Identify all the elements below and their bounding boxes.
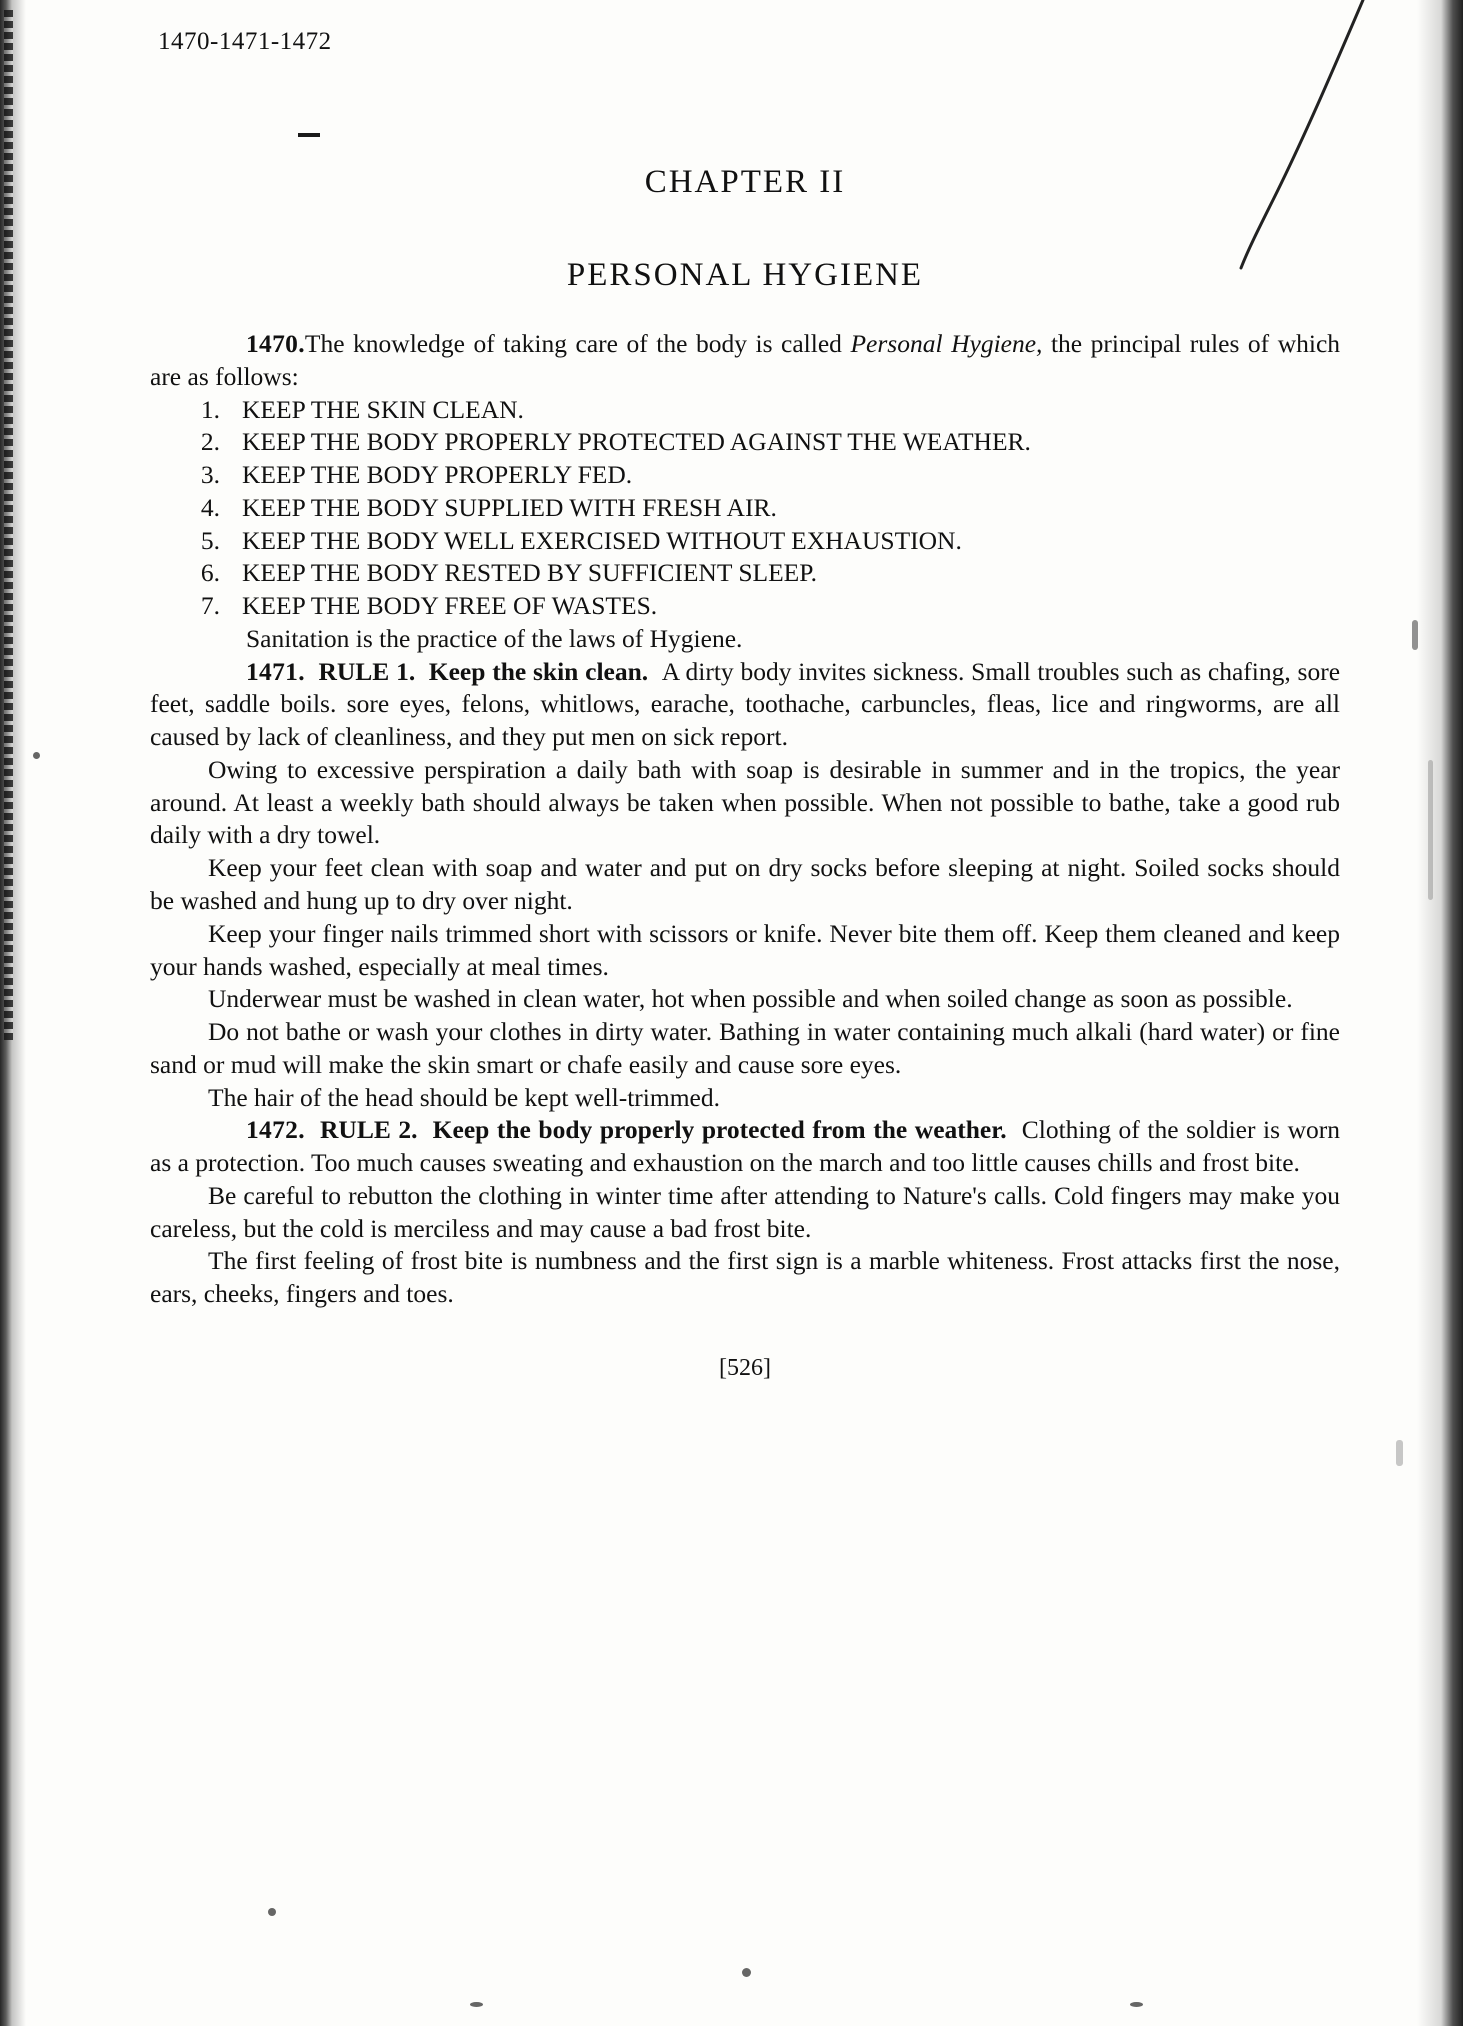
section-number-1472: 1472. — [246, 1115, 305, 1145]
list-item — [150, 557, 1340, 590]
list-item-label: KEEP THE BODY SUPPLIED WITH FRESH AIR. — [242, 492, 777, 522]
paragraph-1471 — [150, 656, 1340, 754]
list-item — [150, 492, 1340, 525]
scan-speck — [268, 1908, 276, 1916]
list-item-label: KEEP THE SKIN CLEAN. — [242, 394, 524, 424]
hygiene-rules-list — [150, 394, 1340, 623]
section-1470-lead: The knowledge of taking care of the body is called — [304, 329, 851, 358]
section-1470-italic: Personal Hygiene, — [850, 329, 1043, 358]
section-number-1471: 1471. — [246, 656, 305, 686]
rule-2-paragraph-1: Clothing of the soldier is worn as a protection. Too much causes sweating and exhaustion on the march and too little causes chills and frost bite. — [150, 1115, 1341, 1178]
scan-streak — [1428, 760, 1433, 900]
chapter-subtitle: PERSONAL HYGIENE — [566, 257, 924, 293]
list-item — [150, 525, 1340, 558]
list-item-number: 6. — [200, 558, 220, 588]
paragraph-1472 — [150, 1114, 1340, 1180]
rule-2-heading: Keep the body properly protected from the weather. — [432, 1115, 1007, 1145]
rule-1-paragraph-6: Do not bathe or wash your clothes in dirty water. Bathing in water containing much alkali (hard water) or fine sand or mud will make the skin smart or chafe easily and cause sore eyes. — [150, 1017, 1340, 1079]
section-1470-tail: the principal rules of which are as follows: — [150, 329, 1341, 391]
list-item-number: 4. — [200, 492, 220, 522]
list-item — [150, 426, 1340, 459]
rule-2-paragraph-2: Be careful to rebutton the clothing in winter time after attending to Nature's calls. Cold fingers may make you careless, but the cold is merciless and may cause a bad frost bite. — [150, 1180, 1340, 1243]
rule-1-paragraph-5: Underwear must be washed in clean water, hot when possible and when soiled change as soon as possible. — [208, 984, 1293, 1014]
rule-2-label: RULE 2. — [320, 1115, 418, 1145]
scan-speck — [1130, 2002, 1143, 2007]
scan-speck — [470, 2002, 483, 2007]
paragraph-1470 — [150, 328, 1340, 394]
list-item — [150, 590, 1340, 623]
scan-speck — [33, 752, 40, 759]
list-item-number: 5. — [200, 525, 220, 555]
rule-1-heading: Keep the skin clean. — [428, 656, 649, 686]
list-item-label: KEEP THE BODY RESTED BY SUFFICIENT SLEEP. — [242, 558, 817, 588]
list-item-number: 3. — [200, 460, 220, 490]
list-item-label: KEEP THE BODY PROPERLY PROTECTED AGAINST THE WEATHER. — [242, 427, 1031, 457]
list-item — [150, 459, 1340, 492]
rule-1-label: RULE 1. — [318, 656, 416, 686]
list-item-number: 7. — [200, 591, 220, 621]
running-head: 1470-1471-1472 — [158, 28, 332, 55]
list-item — [150, 394, 1340, 427]
rule-2-paragraph-3: The first feeling of frost bite is numbness and the first sign is a marble whiteness. Frost attacks first the nose, ears, cheeks, fingers and toes. — [150, 1246, 1340, 1309]
scan-streak — [1396, 1440, 1403, 1466]
rule-1-paragraph-7: The hair of the head should be kept well-trimmed. — [208, 1082, 720, 1112]
list-item-label: KEEP THE BODY WELL EXERCISED WITHOUT EXHAUSTION. — [242, 525, 962, 555]
rule-1-paragraph-4: Keep your finger nails trimmed short with scissors or knife. Never bite them off. Keep them cleaned and keep your hands washed, especially at meal times. — [150, 918, 1340, 981]
section-number-1470: 1470. — [246, 329, 305, 358]
rule-1-paragraph-3: Keep your feet clean with soap and water and put on dry socks before sleeping at night. Soiled socks should be washed and hung up to dry over night. — [150, 853, 1340, 916]
list-item-number: 1. — [200, 394, 220, 424]
page-right-binding-shadow — [1417, 0, 1463, 2026]
page-folio: [526] — [719, 1354, 771, 1381]
list-item-number: 2. — [200, 427, 220, 457]
scan-speck — [742, 1968, 751, 1977]
chapter-title: CHAPTER II — [644, 164, 846, 200]
page-left-binding-shadow — [0, 0, 26, 2026]
page-content — [150, 28, 1340, 1384]
list-item-label: KEEP THE BODY PROPERLY FED. — [242, 460, 633, 490]
sanitation-line: Sanitation is the practice of the laws of Hygiene. — [246, 623, 743, 653]
list-item-label: KEEP THE BODY FREE OF WASTES. — [242, 591, 658, 621]
rule-1-paragraph-1: A dirty body invites sickness. Small troubles such as chafing, sore feet, saddle boils. sore eyes, felons, whitlows, earache, toothache, carbuncles, fleas, lice and ringworms, are all caused by lack of cleanliness, and they put men on sick report. — [150, 656, 1341, 752]
scan-streak — [1412, 620, 1418, 650]
body-text — [150, 328, 1340, 1384]
rule-1-paragraph-2: Owing to excessive perspiration a daily bath with soap is desirable in summer and in the tropics, the year around. At least a weekly bath should always be taken when possible. When not possible to bathe, take a good rub daily with a dry towel. — [150, 754, 1340, 850]
